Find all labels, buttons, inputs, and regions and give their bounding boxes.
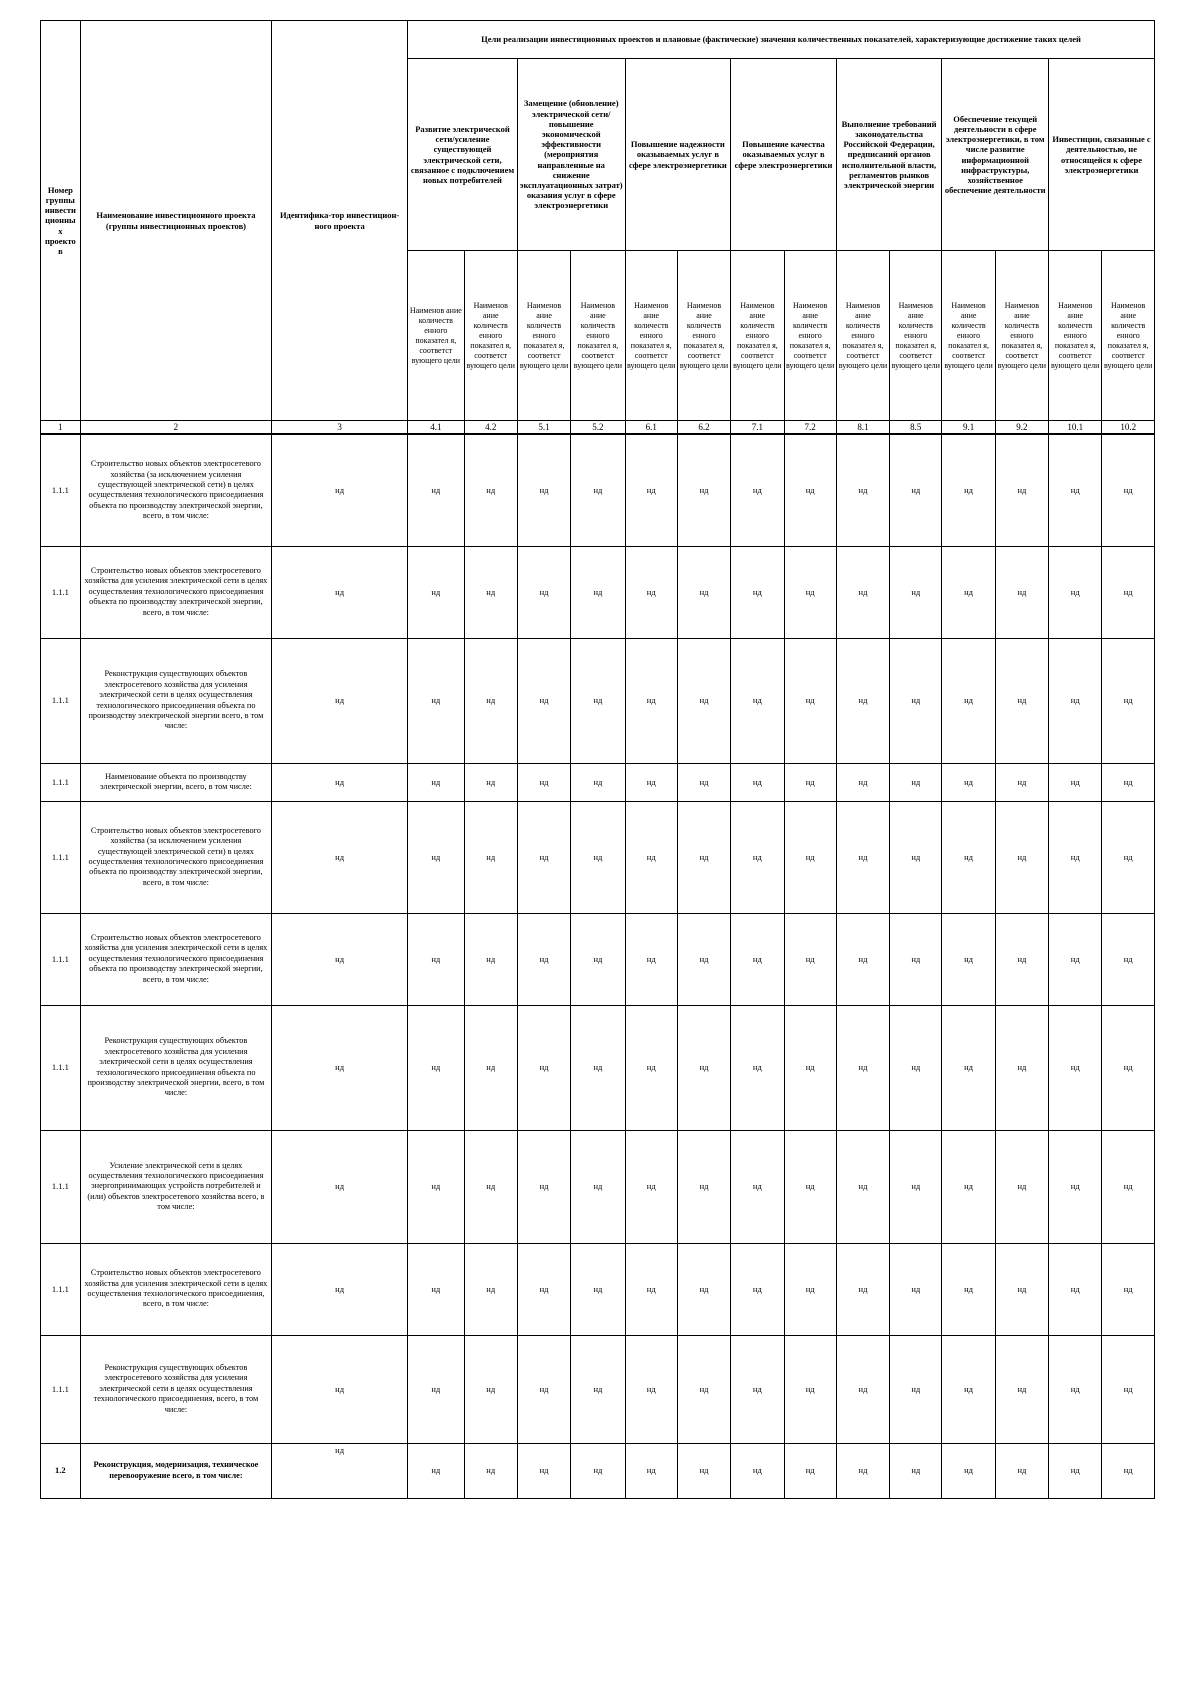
row-indicator-value: нд xyxy=(408,638,464,763)
row-indicator-value: нд xyxy=(784,546,836,638)
row-project-name: Реконструкция существующих объектов электросетевого хозяйства для усиления электрической сети в целях осуществления технологического присоединения объекта по производству электрической энергии всего, в том числе: xyxy=(80,638,271,763)
row-indicator-value: нд xyxy=(408,1005,464,1130)
row-indicator-value: нд xyxy=(1102,1005,1155,1130)
table-row xyxy=(41,763,1155,801)
row-indicator-value: нд xyxy=(677,434,730,546)
header-indicator-name: Наименов ание количеств енного показател я, соответст вующего цели xyxy=(942,251,995,421)
row-indicator-value: нд xyxy=(464,1005,517,1130)
row-indicator-value: нд xyxy=(625,546,677,638)
row-indicator-value: нд xyxy=(836,546,889,638)
column-number: 6.1 xyxy=(625,421,677,435)
row-indicator-value: нд xyxy=(1102,1130,1155,1243)
header-goal-6: Обеспечение текущей деятельности в сфере электроэнергетики, в том числе развитие информационной инфраструктуры, хозяйственное обеспечение деятельности xyxy=(942,59,1049,251)
header-indicator-name: Наименов ание количеств енного показател я, соответст вующего цели xyxy=(731,251,784,421)
row-indicator-value: нд xyxy=(784,913,836,1005)
row-indicator-value: нд xyxy=(731,801,784,913)
row-indicator-value: нд xyxy=(890,1443,942,1498)
header-goal-2: Замещение (обновление) электрической сети/повышение экономической эффективности (мероприятия направленные на снижение эксплуатационных затрат) оказания услуг в сфере электроэнергетики xyxy=(517,59,625,251)
row-group-number: 1.1.1 xyxy=(41,1335,81,1443)
row-indicator-value: нд xyxy=(625,913,677,1005)
table-row xyxy=(41,546,1155,638)
row-indicator-value: нд xyxy=(995,1443,1048,1498)
row-indicator-value: нд xyxy=(1049,1243,1102,1335)
row-indicator-value: нд xyxy=(1102,638,1155,763)
row-indicator-value: нд xyxy=(731,1243,784,1335)
table-row xyxy=(41,1243,1155,1335)
column-number: 7.1 xyxy=(731,421,784,435)
row-indicator-value: нд xyxy=(942,546,995,638)
row-indicator-value: нд xyxy=(784,434,836,546)
table-row xyxy=(41,1130,1155,1243)
row-indicator-value: нд xyxy=(995,434,1048,546)
row-group-number: 1.1.1 xyxy=(41,1243,81,1335)
row-indicator-value: нд xyxy=(517,546,570,638)
row-project-name: Реконструкция, модернизация, техническое перевооружение всего, в том числе: xyxy=(80,1443,271,1498)
row-indicator-value: нд xyxy=(571,1243,625,1335)
header-project-id: Идентифика-тор инвестицион-ного проекта xyxy=(272,21,408,421)
column-number: 4.2 xyxy=(464,421,517,435)
column-number: 5.1 xyxy=(517,421,570,435)
row-indicator-value: нд xyxy=(1102,1335,1155,1443)
row-indicator-value: нд xyxy=(890,1335,942,1443)
row-indicator-value: нд xyxy=(890,763,942,801)
row-indicator-value: нд xyxy=(408,1335,464,1443)
row-project-id: нд xyxy=(272,801,408,913)
row-indicator-value: нд xyxy=(890,1130,942,1243)
row-group-number: 1.1.1 xyxy=(41,1005,81,1130)
row-indicator-value: нд xyxy=(1049,1443,1102,1498)
row-indicator-value: нд xyxy=(571,546,625,638)
row-indicator-value: нд xyxy=(942,434,995,546)
row-indicator-value: нд xyxy=(731,546,784,638)
row-indicator-value: нд xyxy=(731,434,784,546)
row-indicator-value: нд xyxy=(942,801,995,913)
row-indicator-value: нд xyxy=(408,1130,464,1243)
row-indicator-value: нд xyxy=(1049,1005,1102,1130)
row-indicator-value: нд xyxy=(571,1130,625,1243)
row-indicator-value: нд xyxy=(677,1443,730,1498)
row-indicator-value: нд xyxy=(784,1243,836,1335)
investment-goals-table xyxy=(40,20,1155,1499)
table-row xyxy=(41,434,1155,546)
row-indicator-value: нд xyxy=(784,763,836,801)
row-indicator-value: нд xyxy=(464,638,517,763)
row-indicator-value: нд xyxy=(995,1130,1048,1243)
header-indicator-name: Наименов ание количеств енного показател я, соответст вующего цели xyxy=(571,251,625,421)
table-row xyxy=(41,801,1155,913)
header-indicator-name: Наименов ание количеств енного показател я, соответст вующего цели xyxy=(517,251,570,421)
row-indicator-value: нд xyxy=(625,1443,677,1498)
header-goal-5: Выполнение требований законодательства Российской Федерации, предписаний органов исполнительной власти, регламентов рынков электрической энергии xyxy=(836,59,942,251)
table-body xyxy=(41,421,1155,1499)
row-project-name: Реконструкция существующих объектов электросетевого хозяйства для усиления электрической сети в целях осуществления технологического присоединения, всего, в том числе: xyxy=(80,1335,271,1443)
row-indicator-value: нд xyxy=(677,801,730,913)
row-indicator-value: нд xyxy=(464,434,517,546)
row-indicator-value: нд xyxy=(677,1243,730,1335)
row-indicator-value: нд xyxy=(677,1130,730,1243)
table-row xyxy=(41,1335,1155,1443)
row-project-id: нд xyxy=(272,1130,408,1243)
row-indicator-value: нд xyxy=(1049,801,1102,913)
row-indicator-value: нд xyxy=(571,913,625,1005)
table-row xyxy=(41,1005,1155,1130)
row-indicator-value: нд xyxy=(890,434,942,546)
header-goal-7: Инвестиции, связанные с деятельностью, не относящейся к сфере электроэнергетики xyxy=(1049,59,1155,251)
row-indicator-value: нд xyxy=(677,546,730,638)
header-goal-3: Повышение надежности оказываемых услуг в сфере электроэнергетики xyxy=(625,59,731,251)
row-indicator-value: нд xyxy=(1102,763,1155,801)
table-row xyxy=(41,913,1155,1005)
row-project-id: нд xyxy=(272,1443,408,1498)
row-indicator-value: нд xyxy=(625,1243,677,1335)
row-indicator-value: нд xyxy=(408,1243,464,1335)
row-indicator-value: нд xyxy=(464,913,517,1005)
row-indicator-value: нд xyxy=(517,1005,570,1130)
row-indicator-value: нд xyxy=(1049,434,1102,546)
header-indicator-name: Наименов ание количеств енного показател я, соответст вующего цели xyxy=(836,251,889,421)
row-indicator-value: нд xyxy=(408,913,464,1005)
row-project-name: Реконструкция существующих объектов электросетевого хозяйства для усиления электрической сети в целях осуществления технологического присоединения объекта по производству электрической энергии, всего, в том числе: xyxy=(80,1005,271,1130)
row-indicator-value: нд xyxy=(1049,1130,1102,1243)
row-group-number: 1.1.1 xyxy=(41,913,81,1005)
row-indicator-value: нд xyxy=(1102,1243,1155,1335)
row-indicator-value: нд xyxy=(517,1130,570,1243)
row-indicator-value: нд xyxy=(995,1243,1048,1335)
row-indicator-value: нд xyxy=(464,546,517,638)
row-indicator-value: нд xyxy=(677,638,730,763)
row-project-name: Строительство новых объектов электросетевого хозяйства для усиления электрической сети в целях осуществления технологического присоединения объекта по производству электрической энергии, всего, в том числе: xyxy=(80,546,271,638)
row-indicator-value: нд xyxy=(571,763,625,801)
row-indicator-value: нд xyxy=(1049,1335,1102,1443)
row-indicator-value: нд xyxy=(677,1335,730,1443)
row-indicator-value: нд xyxy=(677,913,730,1005)
row-indicator-value: нд xyxy=(731,913,784,1005)
row-indicator-value: нд xyxy=(1049,913,1102,1005)
row-indicator-value: нд xyxy=(890,638,942,763)
column-number: 8.5 xyxy=(890,421,942,435)
row-project-id: нд xyxy=(272,1335,408,1443)
column-number: 8.1 xyxy=(836,421,889,435)
column-number: 4.1 xyxy=(408,421,464,435)
row-indicator-value: нд xyxy=(942,1130,995,1243)
row-indicator-value: нд xyxy=(731,638,784,763)
row-indicator-value: нд xyxy=(1102,913,1155,1005)
row-indicator-value: нд xyxy=(464,1130,517,1243)
header-indicator-name: Наименов ание количеств енного показател я, соответст вующего цели xyxy=(784,251,836,421)
row-indicator-value: нд xyxy=(784,801,836,913)
row-indicator-value: нд xyxy=(731,1130,784,1243)
row-indicator-value: нд xyxy=(571,1443,625,1498)
row-indicator-value: нд xyxy=(995,763,1048,801)
row-indicator-value: нд xyxy=(731,763,784,801)
row-indicator-value: нд xyxy=(995,913,1048,1005)
row-indicator-value: нд xyxy=(995,1335,1048,1443)
row-indicator-value: нд xyxy=(1049,763,1102,801)
row-indicator-value: нд xyxy=(625,763,677,801)
row-indicator-value: нд xyxy=(517,913,570,1005)
row-indicator-value: нд xyxy=(836,1130,889,1243)
row-indicator-value: нд xyxy=(408,1443,464,1498)
header-goal-1: Развитие электрической сети/усиление существующей электрической сети, связанное с подключением новых потребителей xyxy=(408,59,518,251)
row-indicator-value: нд xyxy=(942,913,995,1005)
row-indicator-value: нд xyxy=(408,763,464,801)
row-indicator-value: нд xyxy=(517,638,570,763)
row-indicator-value: нд xyxy=(677,1005,730,1130)
row-indicator-value: нд xyxy=(517,1443,570,1498)
row-indicator-value: нд xyxy=(890,546,942,638)
row-indicator-value: нд xyxy=(836,763,889,801)
row-indicator-value: нд xyxy=(995,638,1048,763)
row-project-name: Строительство новых объектов электросетевого хозяйства для усиления электрической сети в целях осуществления технологического присоединения, всего, в том числе: xyxy=(80,1243,271,1335)
row-indicator-value: нд xyxy=(571,434,625,546)
row-indicator-value: нд xyxy=(408,434,464,546)
row-project-id: нд xyxy=(272,546,408,638)
row-indicator-value: нд xyxy=(995,546,1048,638)
row-indicator-value: нд xyxy=(784,638,836,763)
header-indicator-name: Наименов ание количеств енного показател я, соответст вующего цели xyxy=(408,251,464,421)
header-indicator-name: Наименов ание количеств енного показател я, соответст вующего цели xyxy=(890,251,942,421)
column-number: 9.1 xyxy=(942,421,995,435)
column-number-row xyxy=(41,421,1155,435)
row-indicator-value: нд xyxy=(517,763,570,801)
row-indicator-value: нд xyxy=(571,1005,625,1130)
row-indicator-value: нд xyxy=(942,1443,995,1498)
row-indicator-value: нд xyxy=(942,763,995,801)
row-indicator-value: нд xyxy=(1102,546,1155,638)
row-indicator-value: нд xyxy=(836,638,889,763)
row-indicator-value: нд xyxy=(836,1335,889,1443)
row-group-number: 1.1.1 xyxy=(41,434,81,546)
column-number: 2 xyxy=(80,421,271,435)
row-indicator-value: нд xyxy=(625,1335,677,1443)
row-indicator-value: нд xyxy=(890,1005,942,1130)
row-group-number: 1.1.1 xyxy=(41,638,81,763)
row-project-id: нд xyxy=(272,763,408,801)
row-indicator-value: нд xyxy=(836,1243,889,1335)
row-project-name: Усиление электрической сети в целях осуществления технологического присоединения энергопринимающих устройств потребителей и (или) объектов электросетевого хозяйства всего, в том числе: xyxy=(80,1130,271,1243)
row-indicator-value: нд xyxy=(625,434,677,546)
row-indicator-value: нд xyxy=(942,638,995,763)
row-indicator-value: нд xyxy=(464,801,517,913)
row-project-id: нд xyxy=(272,913,408,1005)
table-header xyxy=(41,21,1155,421)
row-indicator-value: нд xyxy=(784,1443,836,1498)
row-indicator-value: нд xyxy=(942,1005,995,1130)
row-indicator-value: нд xyxy=(1102,801,1155,913)
row-indicator-value: нд xyxy=(677,763,730,801)
header-project-name: Наименование инвестиционного проекта (группы инвестиционных проектов) xyxy=(80,21,271,421)
row-indicator-value: нд xyxy=(625,1005,677,1130)
column-number: 10.1 xyxy=(1049,421,1102,435)
row-indicator-value: нд xyxy=(942,1335,995,1443)
row-project-name: Строительство новых объектов электросетевого хозяйства для усиления электрической сети в целях осуществления технологического присоединения объекта по производству электрической энергии, всего, в том числе: xyxy=(80,913,271,1005)
header-indicator-name: Наименов ание количеств енного показател я, соответст вующего цели xyxy=(1102,251,1155,421)
row-group-number: 1.1.1 xyxy=(41,763,81,801)
header-indicator-name: Наименов ание количеств енного показател я, соответст вующего цели xyxy=(1049,251,1102,421)
row-indicator-value: нд xyxy=(625,638,677,763)
header-indicator-name: Наименов ание количеств енного показател я, соответст вующего цели xyxy=(625,251,677,421)
row-project-id: нд xyxy=(272,1005,408,1130)
row-indicator-value: нд xyxy=(995,1005,1048,1130)
document-page xyxy=(40,20,1155,1499)
row-indicator-value: нд xyxy=(517,1335,570,1443)
row-indicator-value: нд xyxy=(408,546,464,638)
row-indicator-value: нд xyxy=(625,1130,677,1243)
row-indicator-value: нд xyxy=(784,1335,836,1443)
header-goal-4: Повышение качества оказываемых услуг в сфере электроэнергетики xyxy=(731,59,837,251)
column-number: 1 xyxy=(41,421,81,435)
column-number: 5.2 xyxy=(571,421,625,435)
row-indicator-value: нд xyxy=(571,1335,625,1443)
row-indicator-value: нд xyxy=(836,801,889,913)
row-indicator-value: нд xyxy=(408,801,464,913)
row-indicator-value: нд xyxy=(836,1005,889,1130)
row-project-name: Строительство новых объектов электросетевого хозяйства (за исключением усиления существующей электрической сети) в целях осуществления технологического присоединения объекта по производству электрической энергии, всего, в том числе: xyxy=(80,801,271,913)
header-indicator-name: Наименов ание количеств енного показател я, соответст вующего цели xyxy=(677,251,730,421)
row-indicator-value: нд xyxy=(1102,434,1155,546)
row-indicator-value: нд xyxy=(942,1243,995,1335)
column-number: 9.2 xyxy=(995,421,1048,435)
row-indicator-value: нд xyxy=(836,913,889,1005)
row-indicator-value: нд xyxy=(836,1443,889,1498)
row-group-number: 1.1.1 xyxy=(41,1130,81,1243)
row-project-name: Строительство новых объектов электросетевого хозяйства (за исключением усиления существующей электрической сети) в целях осуществления технологического присоединения объекта по производству электрической энергии, всего, в том числе: xyxy=(80,434,271,546)
row-indicator-value: нд xyxy=(1049,546,1102,638)
row-indicator-value: нд xyxy=(731,1005,784,1130)
row-group-number: 1.1.1 xyxy=(41,801,81,913)
row-indicator-value: нд xyxy=(890,913,942,1005)
row-indicator-value: нд xyxy=(464,1443,517,1498)
row-indicator-value: нд xyxy=(890,801,942,913)
row-project-id: нд xyxy=(272,434,408,546)
row-project-id: нд xyxy=(272,1243,408,1335)
row-indicator-value: нд xyxy=(784,1005,836,1130)
row-indicator-value: нд xyxy=(731,1443,784,1498)
row-group-number: 1.1.1 xyxy=(41,546,81,638)
row-indicator-value: нд xyxy=(517,434,570,546)
row-indicator-value: нд xyxy=(836,434,889,546)
row-indicator-value: нд xyxy=(731,1335,784,1443)
column-number: 7.2 xyxy=(784,421,836,435)
header-group-number: Номер группы инвести ционны х проекто в xyxy=(41,21,81,421)
row-indicator-value: нд xyxy=(890,1243,942,1335)
row-indicator-value: нд xyxy=(625,801,677,913)
row-indicator-value: нд xyxy=(571,638,625,763)
header-goals-title: Цели реализации инвестиционных проектов и плановые (фактические) значения количественных показателей, характеризующие достижение таких целей xyxy=(408,21,1155,59)
header-indicator-name: Наименов ание количеств енного показател я, соответст вующего цели xyxy=(464,251,517,421)
row-indicator-value: нд xyxy=(517,801,570,913)
row-indicator-value: нд xyxy=(464,1335,517,1443)
row-indicator-value: нд xyxy=(464,763,517,801)
header-indicator-name: Наименов ание количеств енного показател я, соответст вующего цели xyxy=(995,251,1048,421)
row-indicator-value: нд xyxy=(1049,638,1102,763)
row-indicator-value: нд xyxy=(784,1130,836,1243)
column-number: 3 xyxy=(272,421,408,435)
row-indicator-value: нд xyxy=(571,801,625,913)
row-project-name: Наименование объекта по производству электрической энергии, всего, в том числе: xyxy=(80,763,271,801)
row-project-id: нд xyxy=(272,638,408,763)
table-row xyxy=(41,638,1155,763)
row-indicator-value: нд xyxy=(1102,1443,1155,1498)
row-indicator-value: нд xyxy=(464,1243,517,1335)
column-number: 6.2 xyxy=(677,421,730,435)
row-indicator-value: нд xyxy=(995,801,1048,913)
row-group-number: 1.2 xyxy=(41,1443,81,1498)
row-indicator-value: нд xyxy=(517,1243,570,1335)
table-row xyxy=(41,1443,1155,1498)
column-number: 10.2 xyxy=(1102,421,1155,435)
